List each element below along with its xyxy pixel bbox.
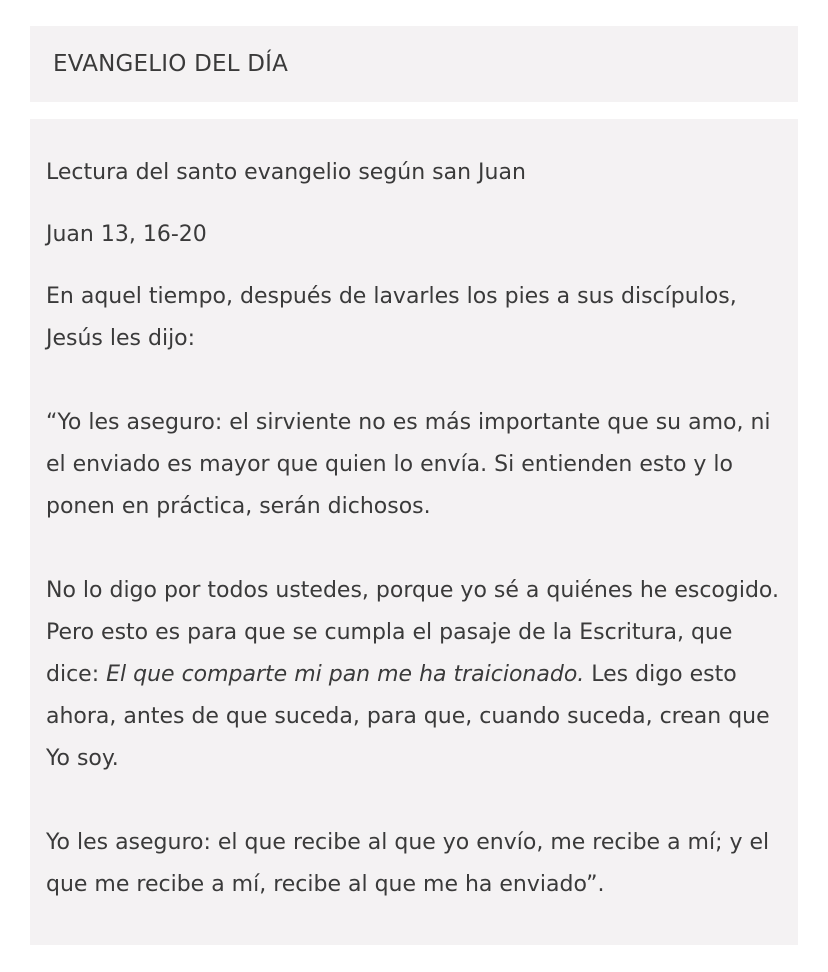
scripture-quote: El que comparte mi pan me ha traicionado. <box>106 662 585 687</box>
reading-paragraph-2: “Yo les aseguro: el sirviente no es más importante que su amo, ni el enviado es mayor que quien lo envía. Si entienden esto y lo ponen en práctica, serán dichosos. <box>46 410 771 519</box>
reading-paragraph-4: Yo les aseguro: el que recibe al que yo envío, me recibe a mí; y el que me recibe a mí, recibe al que me ha enviado”. <box>46 830 770 897</box>
header-bar <box>30 26 798 102</box>
reading-paragraph-3 <box>46 570 782 780</box>
paragraph-text-before-quote: No lo digo por todos ustedes, porque yo sé a quiénes he escogido. Pero esto es para que se cumpla el pasaje de la Escritura, que dice: <box>46 578 779 687</box>
page-title: EVANGELIO DEL DÍA <box>53 51 289 77</box>
gospel-reading-panel <box>30 119 798 945</box>
reading-paragraph-1: En aquel tiempo, después de lavarles los pies a sus discípulos, Jesús les dijo: <box>46 284 737 351</box>
scripture-reference: Juan 13, 16-20 <box>46 222 207 247</box>
paragraph-text-after-quote: Les digo esto ahora, antes de que suceda, para que, cuando suceda, crean que Yo soy. <box>46 662 770 771</box>
reading-intro: Lectura del santo evangelio según san Juan <box>46 160 526 185</box>
